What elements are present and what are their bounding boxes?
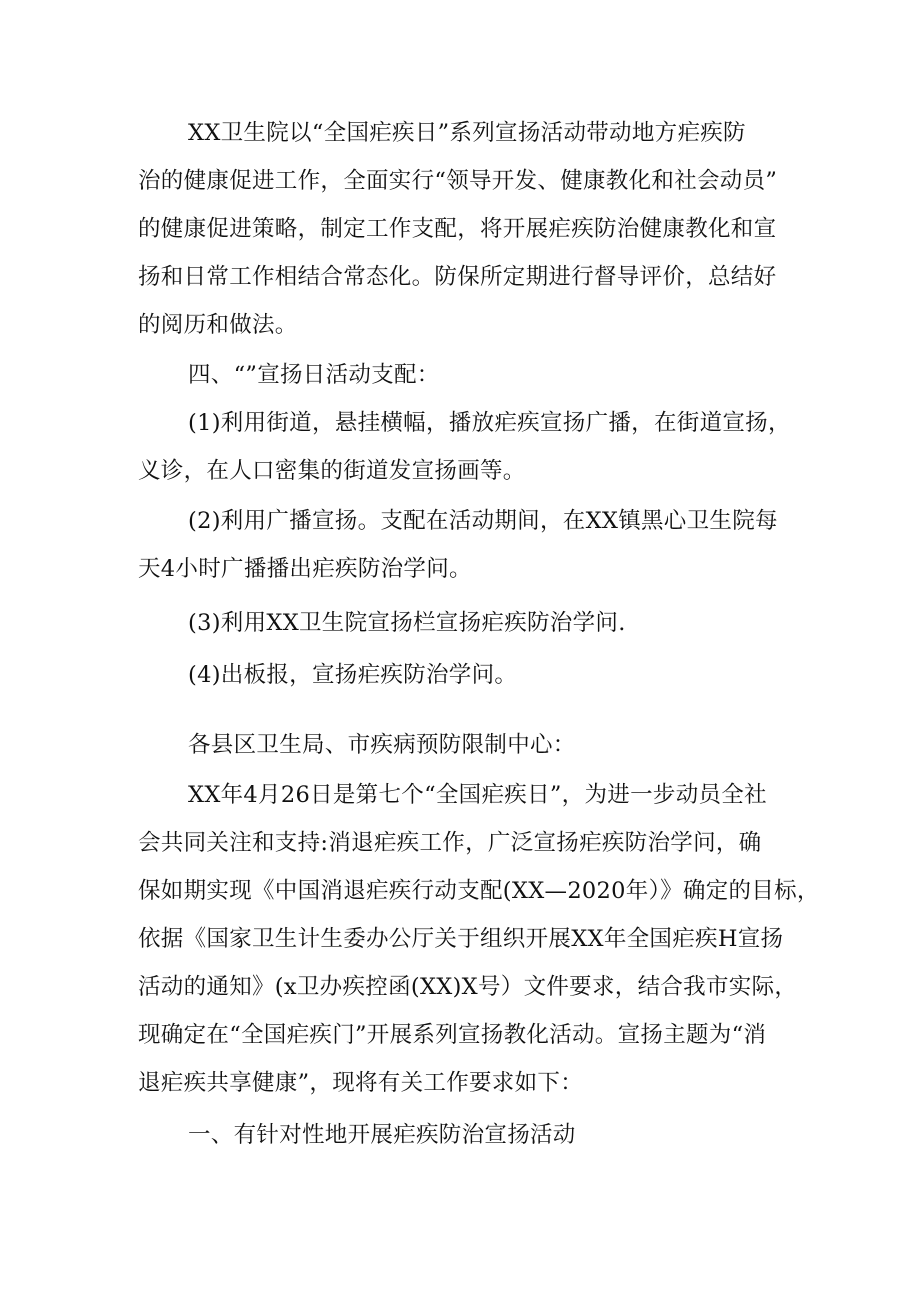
paragraph-line: 保如期实现《中国消退疟疾行动支配(XX—2020年）》确定的目标， xyxy=(138,878,820,904)
list-item-line: (4)出板报，宣扬疟疾防治学问。 xyxy=(188,662,518,688)
list-item-line: 义诊，在人口密集的街道发宣扬画等。 xyxy=(138,458,526,484)
paragraph-line: 的阅历和做法。 xyxy=(138,312,298,338)
paragraph-line: 扬和日常工作相结合常态化。防保所定期进行督导评价，总结好 xyxy=(138,264,777,290)
list-item-line: 天4小时广播播出疟疾防治学问。 xyxy=(138,556,472,582)
salutation: 各县区卫生局、市疾病预防限制中心： xyxy=(188,732,576,758)
list-item-line: (1)利用街道，悬挂横幅，播放疟疾宣扬广播，在街道宣扬， xyxy=(188,410,791,436)
paragraph-line: 依据《国家卫生计生委办公厅关于组织开展XX年全国疟疾H宣扬 xyxy=(138,926,784,952)
paragraph-line: 的健康促进策略，制定工作支配，将开展疟疾防治健康教化和宣 xyxy=(138,216,777,242)
paragraph-line: XX卫生院以“全国疟疾日”系列宣扬活动带动地方疟疾防 xyxy=(188,120,746,146)
list-item-line: (2)利用广播宣扬。支配在活动期间，在XX镇黑心卫生院每 xyxy=(188,508,778,534)
list-item-line: (3)利用XX卫生院宣扬栏宣扬疟疾防治学问. xyxy=(188,610,626,636)
paragraph-line: 治的健康促进工作，全面实行“领导开发、健康教化和社会动员” xyxy=(138,168,778,194)
paragraph-line: 现确定在“全国疟疾门”开展系列宣扬教化活动。宣扬主题为“消 xyxy=(138,1022,767,1048)
section-heading: 一、有针对性地开展疟疾防治宣扬活动 xyxy=(188,1122,576,1148)
section-heading: 四、“”宣扬日活动支配： xyxy=(188,362,440,388)
paragraph-line: 活动的通知》(x卫办疾控函(XX)X号）文件要求，结合我市实际， xyxy=(138,974,798,1000)
paragraph-line: XX年4月26日是第七个“全国疟疾日”，为进一步动员全社 xyxy=(188,782,767,808)
paragraph-line: 会共同关注和支持:消退疟疾工作，广泛宣扬疟疾防治学问，确 xyxy=(138,830,762,856)
paragraph-line: 退疟疾共享健康”，现将有关工作要求如下： xyxy=(138,1070,584,1096)
